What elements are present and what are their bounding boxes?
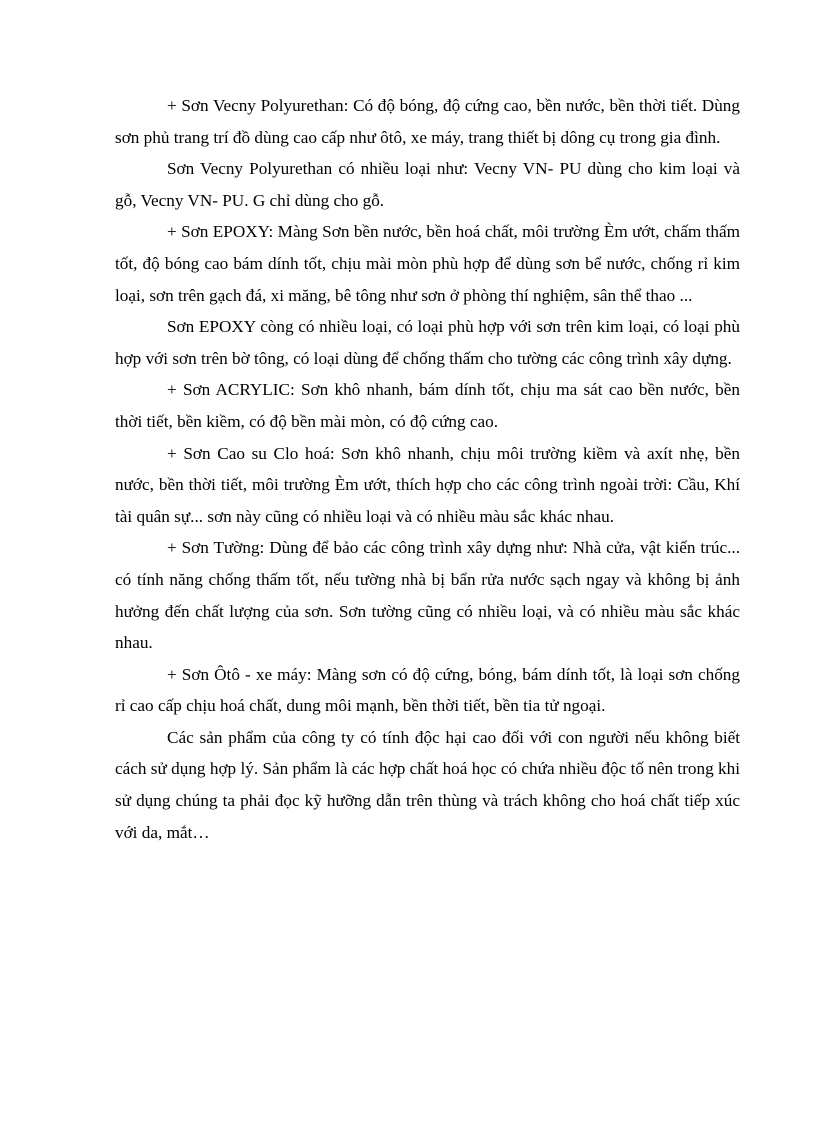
paragraph-son-tuong: + Sơn Tường: Dùng để bảo các công trình xây dựng như: Nhà cửa, vật kiến trúc... có tính năng chống thấm tốt, nếu tường nhà bị bẩn rửa nước sạch ngay và không bị ảnh hưởng đến chất lượng của sơn. Sơn tường cũng có nhiều loại, và có nhiều màu sắc khác nhau. <box>115 538 740 653</box>
paragraph-epoxy-types: Sơn EPOXY còng có nhiều loại, có loại phù hợp với sơn trên kim loại, có loại phù hợp với sơn trên bờ tông, có loại dùng để chống thấm cho tường các công trình xây dựng. <box>115 317 740 368</box>
paragraph-safety-notice: Các sản phẩm của công ty có tính độc hại cao đối với con người nếu không biết cách sử dụng hợp lý. Sản phẩm là các hợp chất hoá học có chứa nhiều độc tố nên trong khi sử dụng chúng ta phải đọc kỹ hưỡng dẫn trên thùng và trách không cho hoá chất tiếp xúc với da, mắt… <box>115 727 740 842</box>
paragraph-epoxy: + Sơn EPOXY: Màng Sơn bền nước, bền hoá chất, môi trường Èm ướt, chấm thấm tốt, độ bóng cao bám dính tốt, chịu mài mòn phù hợp để dùng sơn bể nước, chống rỉ kim loại, sơn trên gạch đá, xi măng, bê tông như sơn ở phòng thí nghiệm, sân thể thao ... <box>115 222 740 305</box>
paragraph-cao-su-clo-hoa: + Sơn Cao su Clo hoá: Sơn khô nhanh, chịu môi trường kiềm và axít nhẹ, bền nước, bền thời tiết, môi trường Èm ướt, thích hợp cho các công trình ngoài trời: Cầu, Khí tài quân sự... sơn này cũng có nhiều loại và có nhiều màu sắc khác nhau. <box>115 443 740 526</box>
paragraph-vecny-polyurethan: + Sơn Vecny Polyurethan: Có độ bóng, độ cứng cao, bền nước, bền thời tiết. Dùng sơn phủ trang trí đồ dùng cao cấp như ôtô, xe máy, trang thiết bị dông cụ trong gia đình. <box>115 96 740 147</box>
paragraph-acrylic: + Sơn ACRYLIC: Sơn khô nhanh, bám dính tốt, chịu ma sát cao bền nước, bền thời tiết, bền kiềm, có độ bền mài mòn, có độ cứng cao. <box>115 380 740 431</box>
document-page <box>115 90 740 848</box>
paragraph-oto-xe-may: + Sơn Ôtô - xe máy: Màng sơn có độ cứng, bóng, bám dính tốt, là loại sơn chống rỉ cao cấp chịu hoá chất, dung môi mạnh, bền thời tiết, bền tia tử ngoại. <box>115 664 740 716</box>
paragraph-vecny-types: Sơn Vecny Polyurethan có nhiều loại như: Vecny VN- PU dùng cho kim loại và gỗ, Vecny VN- PU. G chỉ dùng cho gỗ. <box>115 159 740 210</box>
